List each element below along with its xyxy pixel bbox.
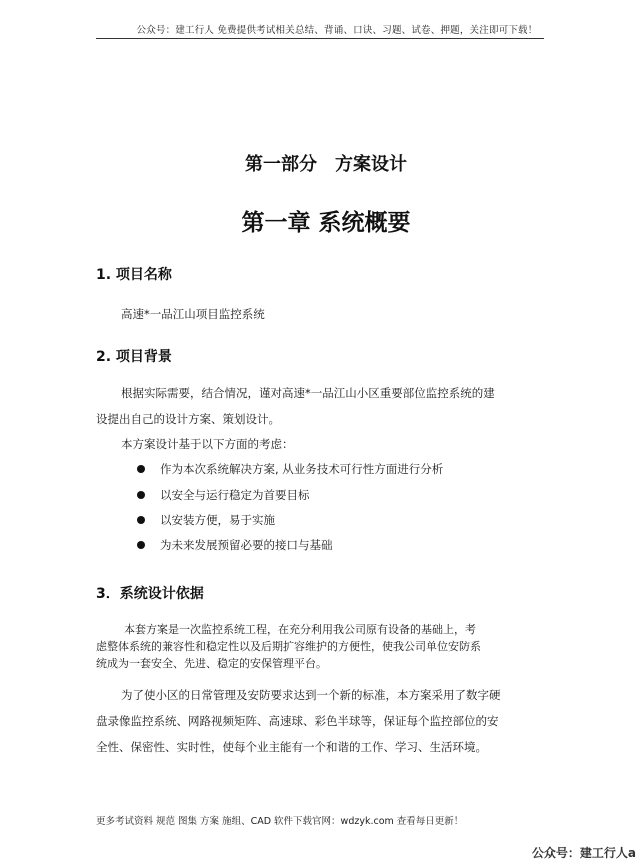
chapter-title: 第一章 系统概要 [241,209,411,236]
basis-para-1-line-3: 统成为一套安全、先进、稳定的安保管理平台。 [96,657,327,670]
bullet-dot-icon [137,465,145,473]
bullet-item: 作为本次系统解决方案, 从业务技术可行性方面进行分析 [160,462,444,476]
basis-para-2-line-3: 全性、保密性、实时性，使每个业主能有一个和谐的工作、学习、生活环境。 [96,740,487,754]
page-footer: 更多考试资料 规范 图集 方案 施组、CAD 软件下载官网：wdzyk.com 查看每日更新！ [96,816,464,827]
bullet-dot-icon [137,541,145,549]
bullet-dot-icon [137,491,145,499]
basis-para-2-line-1: 为了使小区的日常管理及安防要求达到一个新的标准，本方案采用了数字硬 [121,688,501,702]
basis-para-2-line-2: 盘录像监控系统、网路视频矩阵、高速球、彩色半球等，保证每个监控部位的安 [96,714,499,728]
basis-para-1-line-1: 本套方案是一次监控系统工程，在充分利用我公司原有设备的基础上，考 [124,623,476,636]
bullet-dot-icon [137,516,145,524]
bullet-item: 以安全与运行稳定为首要目标 [160,488,310,502]
project-name: 高速*一品江山项目监控系统 [121,307,265,321]
background-para-line-2: 设提出自己的设计方案、策划设计。 [96,412,280,426]
considerations-intro: 本方案设计基于以下方面的考虑： [121,437,294,451]
part-title: 第一部分 方案设计 [245,154,407,175]
header-divider [96,38,544,39]
section-2-title: 2. 项目背景 [96,349,172,365]
bullet-item: 为未来发展预留必要的接口与基础 [160,538,333,552]
section-3-title: 3．系统设计依据 [96,586,204,602]
corner-watermark: 公众号：建工行人a [531,846,636,860]
background-para-line-1: 根据实际需要，结合情况，谨对高速*一品江山小区重要部位监控系统的建 [121,386,495,400]
basis-para-1-line-2: 虑整体系统的兼容性和稳定性以及后期扩容维护的方便性，使我公司单位安防系 [96,640,481,653]
page-header: 公众号：建工行人 免费提供考试相关总结、背诵、口诀、习题、试卷、押题，关注即可下载！ [136,25,538,36]
section-1-title: 1. 项目名称 [96,267,172,283]
bullet-item: 以安装方便，易于实施 [160,513,275,527]
